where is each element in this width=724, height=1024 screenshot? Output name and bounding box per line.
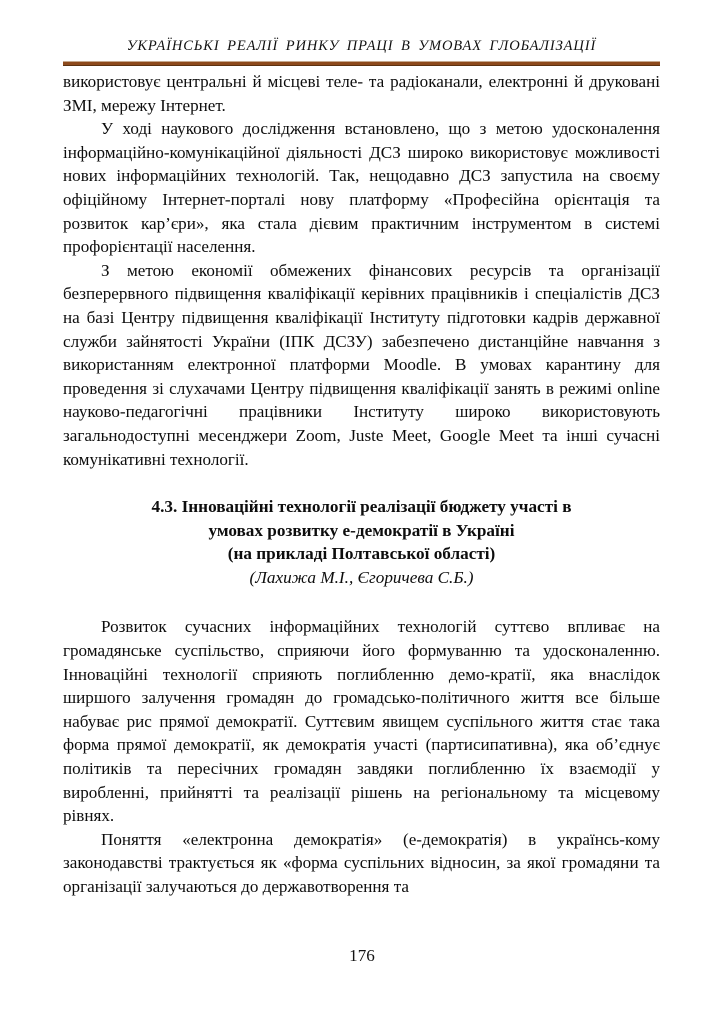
section-heading-line-2: умовах розвитку е-демократії в Україні [208, 520, 515, 540]
section-heading-line-1: 4.3. Інноваційні технології реалізації бюджету участі в [151, 497, 572, 517]
heading-spacer [63, 589, 660, 615]
paragraph-concept: Поняття «електронна демократія» (е-демократія) в українсь-кому законодавстві трактується як «форма суспільних відносин, за якої громадяни та організації залучаються до державотворення та [63, 829, 660, 896]
header-rule-divider [63, 61, 660, 66]
page-number: 176 [349, 946, 375, 965]
section-authors: (Лахижа М.І., Єгоричева С.Б.) [249, 567, 474, 587]
section-heading [63, 495, 660, 589]
paragraph-development: Розвиток сучасних інформаційних технологій суттєво впливає на громадянське суспільство, сприяючи його формуванню та удосконаленню. Інноваційні технології сприяють поглибленню демо-кратії, яка внаслідок ширшого залучення громадян до громадсько-політичного життя все більше набуває рис прямої демократії. Суттєвим явищем суспільного життя стає така форма прямої демократії, як демократія участі (партисипативна), яка об’єднує політиків та пересічних громадян завдяки поглибленню їх взаємодії у виробленні, прийнятті та реалізації рішень на регіональному та місцевому рівнях. [63, 617, 660, 826]
text-column [63, 70, 660, 899]
paragraph-research: У ході наукового дослідження встановлено, що з метою удосконалення інформаційно-комунікаційної діяльності ДСЗ широко використовує можливості нових інформаційних технологій. Так, нещодавно ДСЗ запустила на своєму офіційному Інтернет-порталі нову платформу «Професійна орієнтація та розвиток кар’єри», яка стала дієвим практичним інструментом в системі профорієнтації населення. [63, 119, 660, 257]
paragraph-continued: використовує центральні й місцеві теле- та радіоканали, електронні й друковані ЗМІ, мережу Інтернет. [63, 72, 660, 115]
running-head: УКРАЇНСЬКІ РЕАЛІЇ РИНКУ ПРАЦІ В УМОВАХ ГЛОБАЛІЗАЦІЇ [126, 38, 597, 54]
paragraph-economy: З метою економії обмежених фінансових ресурсів та організації безперервного підвищення кваліфікації керівних працівників і спеціалістів ДСЗ на базі Центру підвищення кваліфікації Інституту підготовки кадрів державної служби зайнятості України (ІПК ДСЗУ) забезпечено дистанційне навчання з використанням електронної платформи Moodle. В умовах карантину для проведення зі слухачами Центру підвищення кваліфікації занять в режимі online науково-педагогічні працівники Інституту широко використовують загальнодоступні месенджери Zoom, Juste Meet, Google Meet та інші сучасні комунікативні технології. [63, 260, 660, 469]
section-heading-line-3: (на прикладі Полтавської області) [227, 544, 496, 564]
